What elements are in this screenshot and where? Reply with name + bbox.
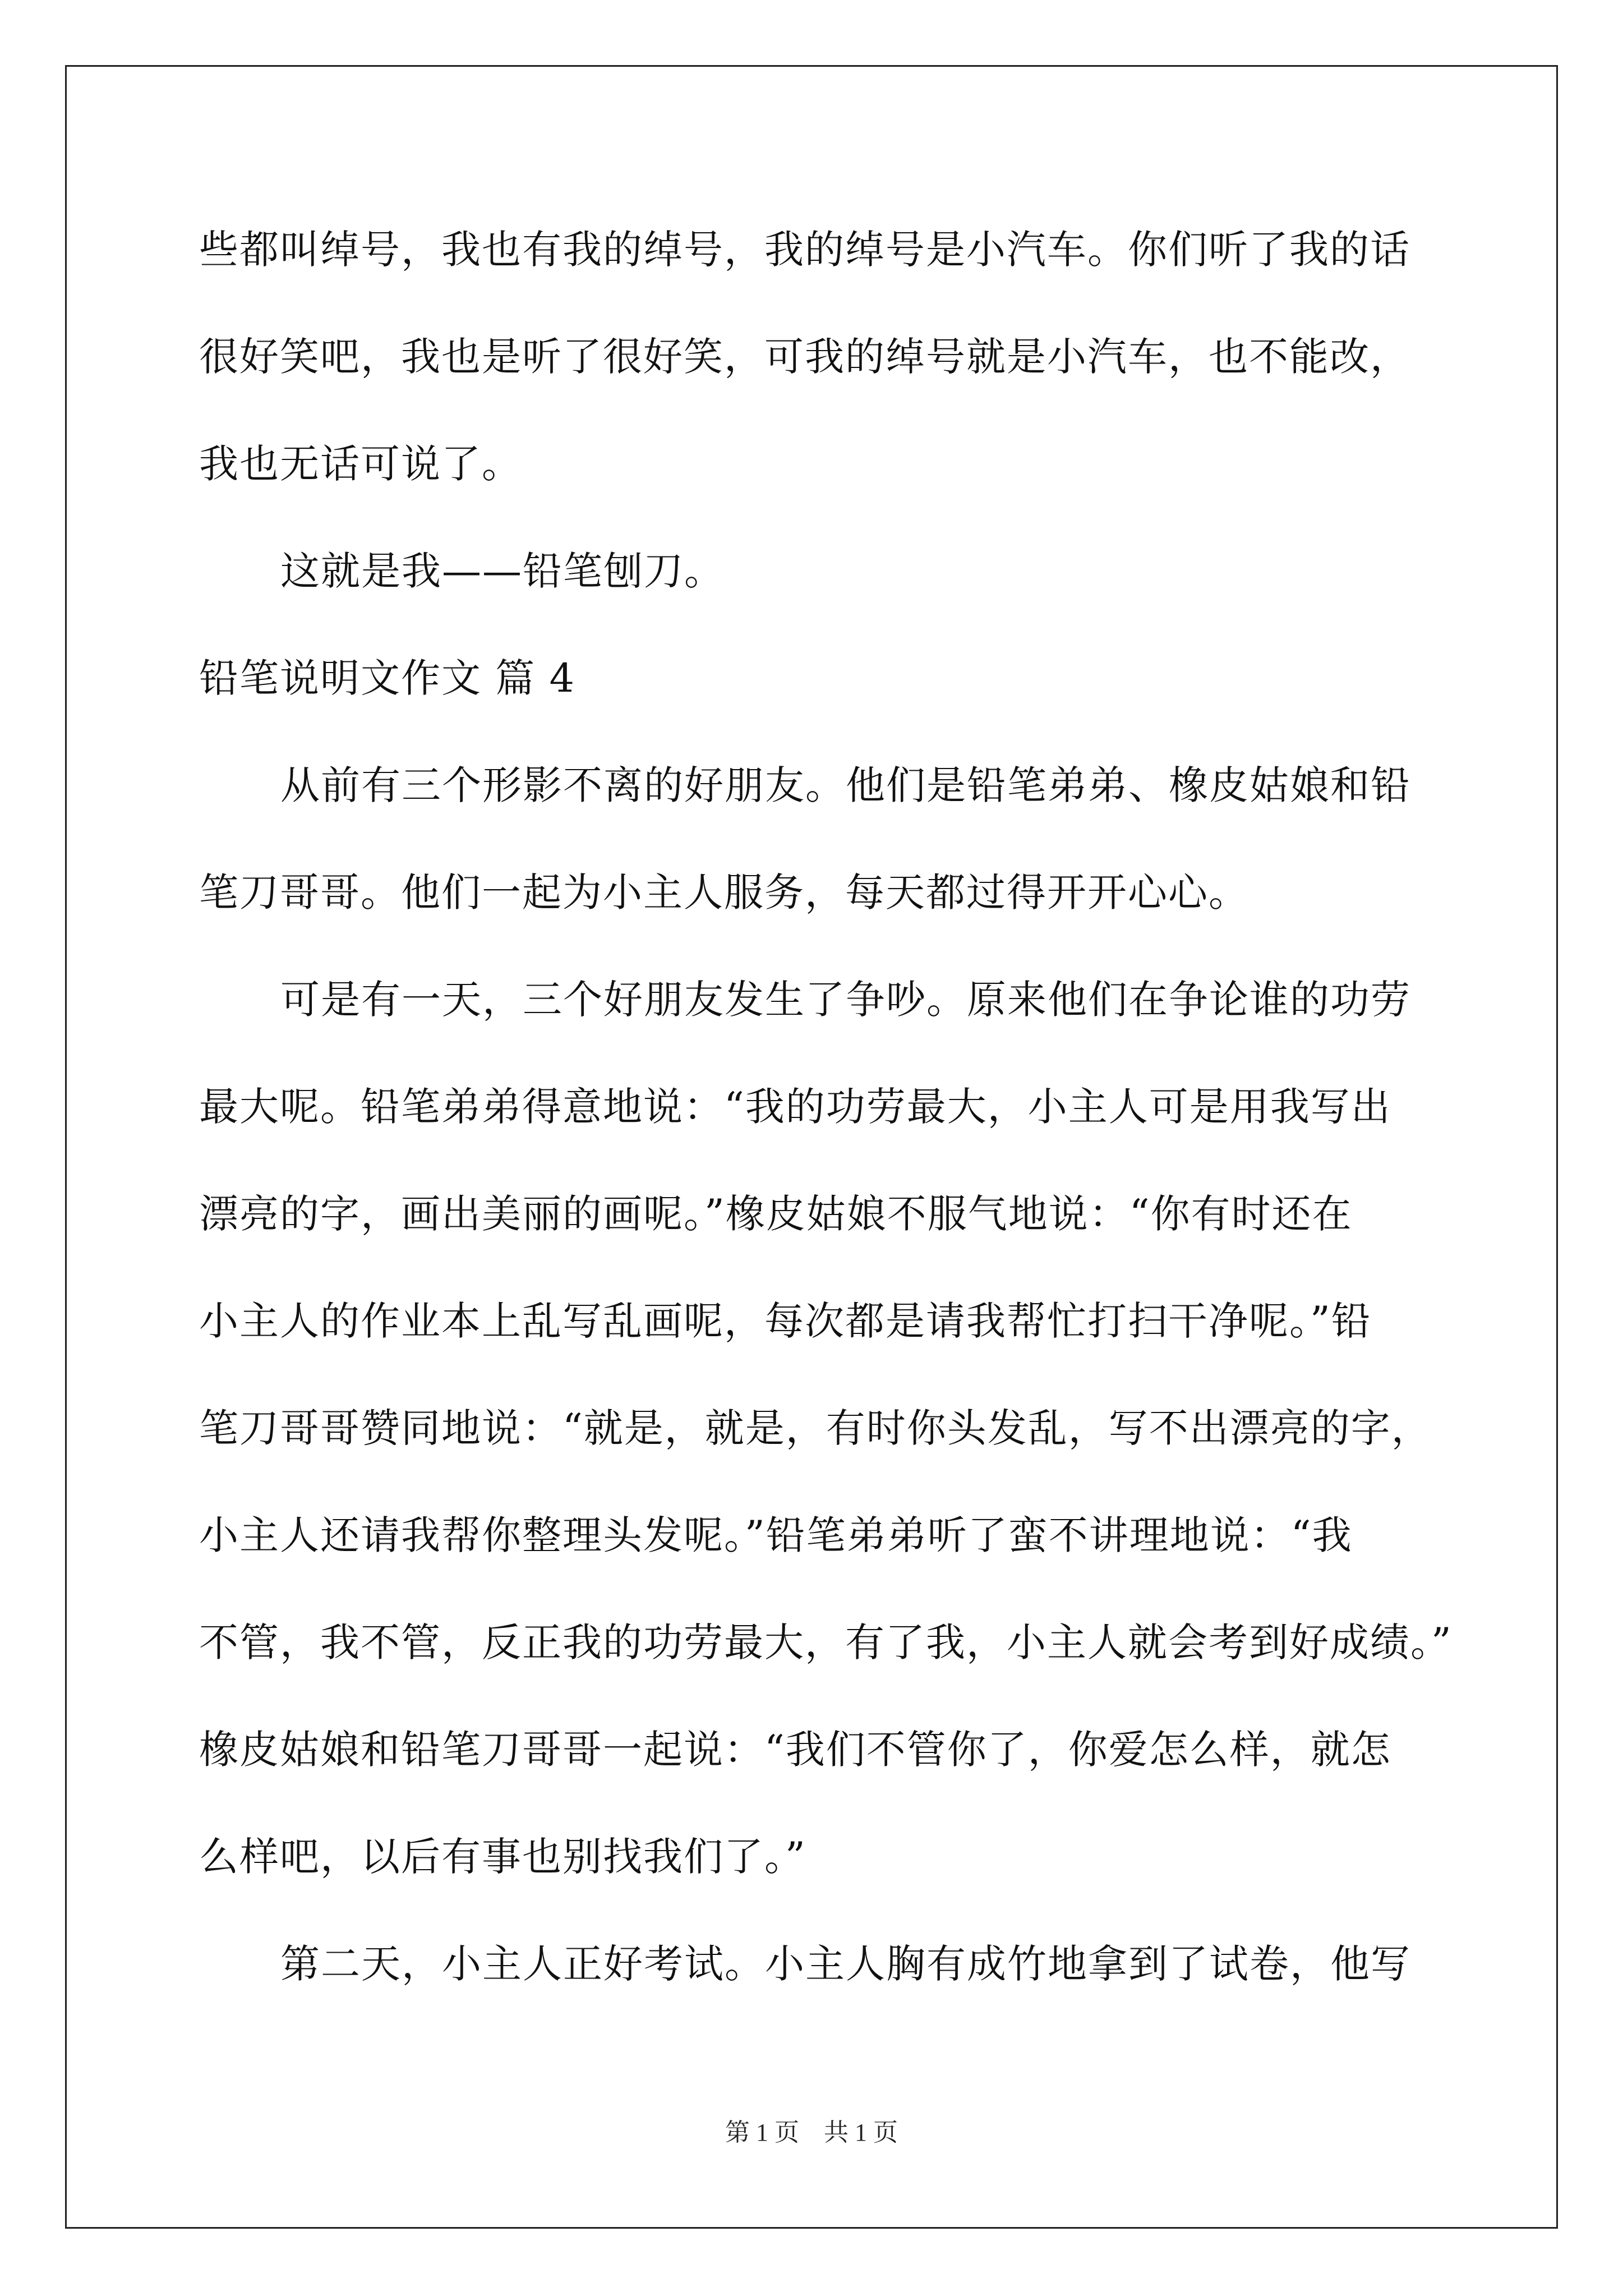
text-line: 小主人还请我帮你整理头发呢。”铅笔弟弟听了蛮不讲理地说：“我: [199, 1512, 1353, 1558]
section-heading: 铅笔说明文作文 篇 4: [199, 655, 576, 701]
text-line: 漂亮的字，画出美丽的画呢。”橡皮姑娘不服气地说：“你有时还在: [199, 1191, 1353, 1237]
text-line: 小主人的作业本上乱写乱画呢，每次都是请我帮忙打扫干净呢。”铅: [199, 1298, 1372, 1344]
text-line: 不管，我不管，反正我的功劳最大，有了我，小主人就会考到好成绩。”: [199, 1619, 1453, 1665]
text-line: 可是有一天，三个好朋友发生了争吵。原来他们在争论谁的功劳: [280, 977, 1411, 1023]
text-line: 橡皮姑娘和铅笔刀哥哥一起说：“我们不管你了，你爱怎么样，就怎: [199, 1727, 1391, 1773]
page-footer: 第 1 页 共 1 页: [725, 2119, 898, 2146]
text-line: 从前有三个形影不离的好朋友。他们是铅笔弟弟、橡皮姑娘和铅: [280, 762, 1411, 808]
text-line: 笔刀哥哥。他们一起为小主人服务，每天都过得开开心心。: [199, 869, 1249, 915]
text-line: 这就是我——铅笔刨刀。: [280, 548, 725, 594]
text-line: 很好笑吧，我也是听了很好笑，可我的绰号就是小汽车，也不能改，: [199, 334, 1410, 380]
text-line: 第二天，小主人正好考试。小主人胸有成竹地拿到了试卷，他写: [280, 1941, 1411, 1987]
text-line: 我也无话可说了。: [199, 441, 522, 487]
text-line: 些都叫绰号，我也有我的绰号，我的绰号是小汽车。你们听了我的话: [199, 227, 1410, 273]
text-line: 笔刀哥哥赞同地说：“就是，就是，有时你头发乱，写不出漂亮的字，: [199, 1405, 1432, 1451]
text-line: 么样吧，以后有事也别找我们了。”: [199, 1834, 806, 1880]
page-border: [65, 65, 1558, 2229]
text-line: 最大呢。铅笔弟弟得意地说：“我的功劳最大，小主人可是用我写出: [199, 1084, 1391, 1130]
